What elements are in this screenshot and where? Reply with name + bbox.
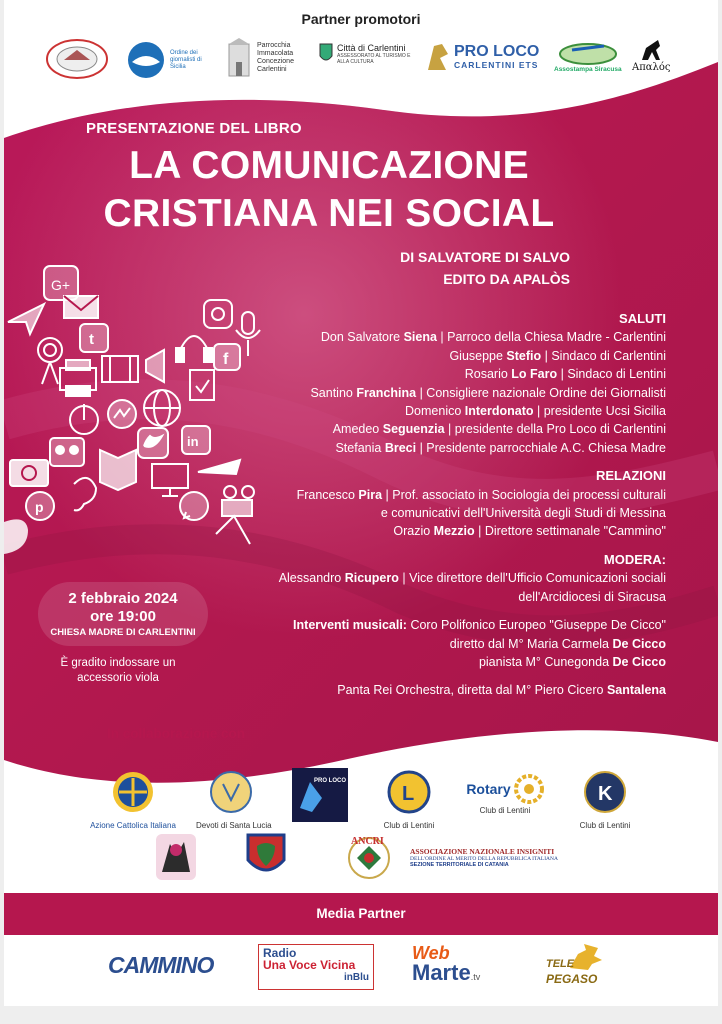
saluti-title: SALUTI — [619, 311, 666, 326]
saluti-list — [226, 328, 666, 457]
saluti-text: Don Salvatore — [320, 330, 404, 345]
svg-text:p: p — [35, 499, 44, 515]
ear-icon — [74, 478, 96, 511]
saluti-role: | Consigliere nazionale Ordine dei Giornalisti — [416, 385, 666, 400]
title-line-1: LA COMUNICAZIONE — [129, 144, 529, 187]
modera-name: Ricupero — [344, 571, 399, 586]
musicali-name: De Cicco — [612, 636, 666, 651]
google-plus-icon — [44, 266, 78, 300]
film-icon — [102, 356, 138, 382]
saluti-text: Domenico — [405, 404, 465, 419]
azione-cattolica-logo: Azione Cattolica Italiana — [88, 770, 178, 830]
event-date: 2 febbraio 2024 — [68, 590, 178, 607]
author-line-1: DI SALVATORE DI SALVO — [400, 249, 570, 265]
saluti-role: | Sindaco di Lentini — [557, 367, 666, 382]
poster: Partner promotori Ordine dei giornalisti di Sicilia Parrocchia Immacolata Concezione Carlentini Città di Carlentini ASSESSORATO AL TURISMO E ALLA CULTURA PRO LOCO CARLENTINI ETS Assostampa Siracusa Απαλός G+ t f in p PRESENTAZIONE DEL LIBRO LA COMUNICAZIONE CRISTIANA NEI SOCIAL DI SALVATORE DI SALVO EDITO DA APALÒS SALUTI Don Salvatore Siena | Parroco della Chiesa Madre - Carlentini Giuseppe Stefio | Sindaco di Carlentini Rosario Lo Faro | Sindaco di Lentini Santino Franchina | Consigliere nazionale Ordine dei Giornalisti Domenico Interdonato | presidente Ucsi Sicilia Amedeo Seguenzia | presidente della Pro Loco di Carlentini Stefania Breci | Presidente parrocchiale A.C. Chiesa Madre RELAZIONI Francesco Pira | Prof. associato in Sociologia dei processi culturali e comunicativi dell'Università degli Studi di Messina Orazio Mezzio | Direttore settimanale "Cammino" MODERA: Alessandro Ricupero | Vice direttore dell'Ufficio Comunicazioni sociali dell'Arcidiocesi di Siracusa Interventi musicali: Coro Polifonico Europeo "Giuseppe De Cicco" diretto dal M° Maria Carmela De Cicco pianista M° Cunegonda De Cicco Panta Rei Orchestra, diretta dal M° Piero Cicero Santalena 2 febbraio 2024 ore 19:00 CHIESA MADRE DI CARLENTINI È gradito indossare un accessorio viola In collaborazione con Azione Cattolica Italiana Devoti di Santa Lucia PRO LOCO L Club di Lentini Rotary Club di Lentini K Club di Lentini ANCRI ASSOCIAZIONE NAZIONALE INSIGNITI DELL'ORDINE AL MERITO DELLA REPUBBLICA ITALIANA SEZIONE TERRITORIALE DI CATANIA Media Partner CAMMINO Radio Una Voce Vicina inBlu Web Marte .tv TELE PEGASO — [4, 0, 718, 1006]
paper-plane-icon — [8, 304, 44, 334]
saluti-line — [226, 439, 666, 457]
musicali-line — [226, 635, 666, 653]
musicali-list — [226, 635, 666, 672]
saluti-name: Interdonato — [464, 404, 534, 419]
author-block — [400, 246, 570, 290]
shield-logo — [244, 832, 288, 885]
people-icon — [50, 438, 84, 466]
event-time: ore 19:00 — [90, 608, 156, 625]
saluti-name: Franchina — [356, 385, 417, 400]
broadcast-tower-icon — [38, 338, 62, 384]
saluti-text: Santino — [310, 385, 357, 400]
dress-note: È gradito indossare un accessorio viola — [60, 657, 176, 684]
twitter-icon — [138, 428, 168, 458]
monitor-icon — [152, 464, 188, 496]
radio-una-voce-vicina-logo: Radio Una Voce Vicina inBlu — [258, 944, 374, 990]
modera-role: | Vice direttore dell'Ufficio Comunicazioni sociali — [398, 571, 666, 586]
relazioni-role: | Direttore settimanale "Cammino" — [474, 524, 666, 539]
ancri-acronym: ANCRI — [351, 836, 384, 847]
saluti-line — [226, 365, 666, 383]
checklist-icon — [190, 370, 214, 400]
svg-text:L: L — [402, 783, 415, 805]
ancri-logo: ANCRI ASSOCIAZIONE NAZIONALE INSIGNITI DELL'ORDINE AL MERITO DELLA REPUBBLICA ITALIANA SEZIONE TERRITORIALE DI CATANIA — [334, 832, 594, 882]
saluti-name: Stefio — [506, 348, 542, 363]
media-partner-band: Media Partner — [4, 893, 718, 935]
date-pill — [38, 582, 208, 646]
webmarte-logo: Web Marte .tv — [412, 943, 481, 985]
saluti-name: Siena — [403, 330, 437, 345]
lions-club-logo: L Club di Lentini — [374, 770, 444, 830]
saluti-role: | Parroco della Chiesa Madre - Carlentini — [436, 330, 666, 345]
saluti-text: Amedeo — [332, 422, 383, 437]
globe-icon — [144, 390, 180, 426]
association-logo-pink — [152, 832, 200, 887]
saluti-line — [226, 347, 666, 365]
modera-title: MODERA: — [603, 551, 666, 567]
svg-text:f: f — [223, 351, 229, 368]
program — [226, 310, 666, 700]
tumblr-icon — [80, 324, 108, 352]
relazioni-role: e comunicativi dell'Università degli Studi di Messina — [380, 506, 666, 521]
relazioni-line — [226, 522, 666, 540]
book-icon — [100, 450, 136, 490]
rotary-club-logo: Rotary Club di Lentini — [460, 774, 550, 815]
linkedin-icon — [182, 426, 210, 454]
svg-text:in: in — [187, 434, 199, 449]
saluti-text: Giuseppe — [449, 348, 507, 363]
camera-icon — [10, 460, 48, 486]
musicali-line — [226, 616, 666, 634]
saluti-name: Lo Faro — [511, 367, 558, 382]
relazioni-line — [226, 504, 666, 522]
proloco-logo: PRO LOCO CARLENTINI ETS — [424, 40, 539, 74]
svg-text:K: K — [598, 783, 613, 805]
saluti-name: Seguenzia — [382, 422, 445, 437]
relazioni-text: Francesco — [296, 487, 359, 502]
relazioni-role: | Prof. associato in Sociologia dei processi culturali — [382, 487, 666, 502]
orchestra-line — [226, 681, 666, 699]
modera-list — [226, 569, 666, 606]
saluti-role: | Sindaco di Carlentini — [541, 348, 666, 363]
saluti-text: Rosario — [464, 367, 512, 382]
saluti-name: Breci — [384, 440, 417, 455]
pinterest-icon — [26, 492, 54, 520]
assostampa-logo: Assostampa Siracusa — [554, 38, 622, 73]
orchestra-text: Panta Rei Orchestra, diretta dal M° Piero Cicero — [337, 683, 607, 698]
collab-title: In collaborazione con — [107, 726, 246, 741]
orchestra-name: Santalena — [606, 683, 666, 698]
book-title — [49, 142, 609, 238]
cammino-logo: CAMMINO — [108, 952, 214, 978]
kiwanis-club-logo: K Club di Lentini — [570, 770, 640, 830]
modera-role: dell'Arcidiocesi di Siracusa — [518, 589, 666, 604]
musicali-line-1: Coro Polifonico Europeo "Giuseppe De Cicco" — [406, 618, 666, 633]
relazioni-title: RELAZIONI — [595, 468, 666, 484]
headphones-icon — [176, 336, 212, 362]
modera-line — [226, 569, 666, 587]
svg-text:t: t — [89, 331, 94, 348]
relazioni-name: Mezzio — [433, 524, 475, 539]
saluti-line — [226, 402, 666, 420]
devoti-santa-lucia-logo: Devoti di Santa Lucia — [196, 770, 266, 830]
musicali-text: diretto dal M° Maria Carmela — [449, 636, 613, 651]
heading-pre: PRESENTAZIONE DEL LIBRO — [86, 120, 302, 137]
saluti-role: | presidente Ucsi Sicilia — [533, 404, 666, 419]
parrocchia-logo: Parrocchia Immacolata Concezione Carlentini — [224, 38, 317, 78]
orchestra-line — [226, 681, 666, 699]
megaphone-icon — [146, 350, 164, 382]
ordine-giornalisti-logo: Ordine dei giornalisti di Sicilia — [126, 40, 210, 80]
modera-line — [226, 588, 666, 606]
apalos-logo: Απαλός — [632, 38, 671, 73]
chat-bubble-icon — [4, 519, 28, 554]
saluti-role: | Presidente parrocchiale A.C. Chiesa Madre — [416, 440, 666, 455]
musicali-text: pianista M° Cunegonda — [478, 654, 613, 669]
saluti-role: | presidente della Pro Loco di Carlentini — [444, 422, 666, 437]
svg-text:G+: G+ — [51, 277, 71, 293]
author-line-2: EDITO DA APALÒS — [443, 271, 570, 287]
title-line-2: CRISTIANA NEI SOCIAL — [103, 192, 555, 235]
relazioni-text: Orazio — [393, 524, 434, 539]
messenger-icon — [108, 400, 136, 428]
event-place: CHIESA MADRE DI CARLENTINI — [50, 627, 196, 638]
printer-icon — [60, 360, 96, 396]
musicali-name: De Cicco — [612, 654, 666, 669]
power-icon — [70, 404, 98, 434]
envelope-icon — [64, 296, 98, 318]
saluti-line — [226, 384, 666, 402]
musicali-line — [226, 653, 666, 671]
relazioni-name: Pira — [358, 487, 383, 502]
whatsapp-icon — [180, 492, 208, 520]
saluti-line — [226, 420, 666, 438]
musicali-label: Interventi musicali: — [293, 618, 407, 633]
saluti-line — [226, 328, 666, 346]
saluti-text: Stefania — [335, 440, 385, 455]
relazioni-list — [226, 486, 666, 541]
modera-text: Alessandro — [278, 571, 345, 586]
partners-title: Partner promotori — [301, 11, 421, 27]
relazioni-line — [226, 486, 666, 504]
citta-carlentini-logo: Città di Carlentini ASSESSORATO AL TURISMO E ALLA CULTURA — [318, 42, 417, 66]
proloco-mini-logo: PRO LOCO — [292, 768, 350, 822]
